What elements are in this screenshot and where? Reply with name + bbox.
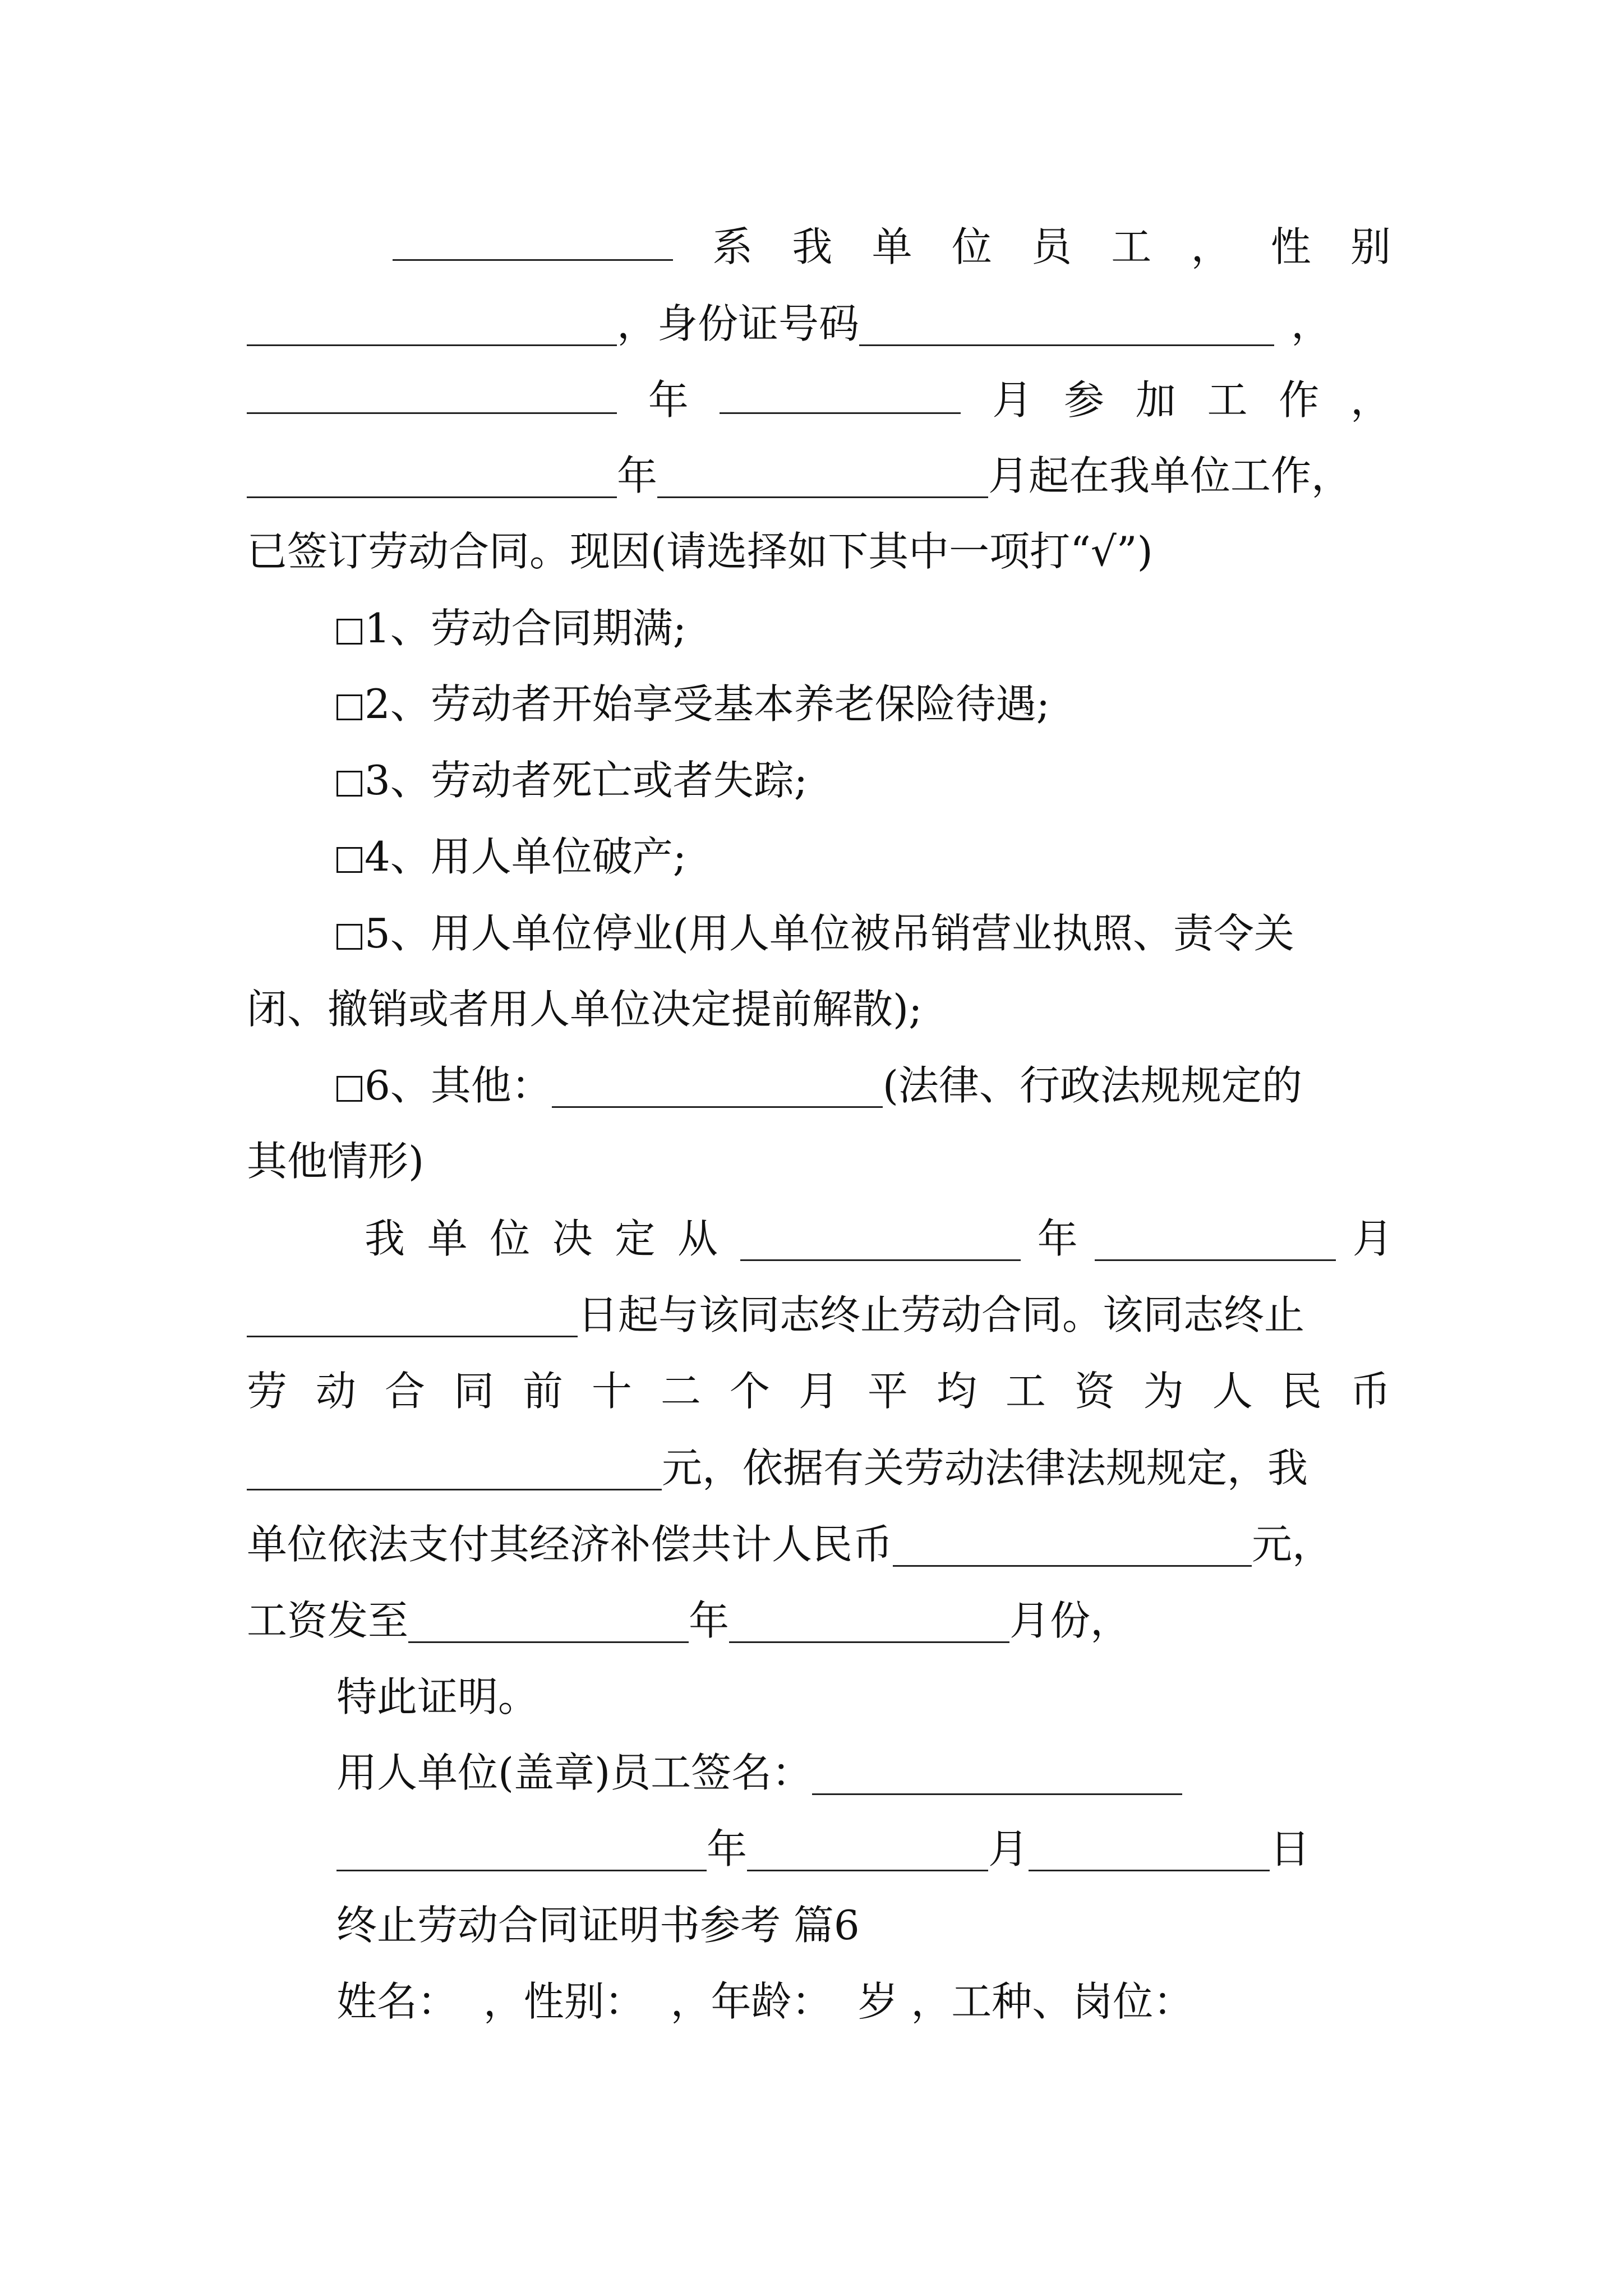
text: 已签订劳动合同。现因(请选择如下其中一项打“√”) <box>247 528 1153 575</box>
text: 员 <box>1031 223 1072 270</box>
compensation-blank[interactable] <box>893 1530 1252 1567</box>
work-start-month-blank[interactable] <box>720 378 961 414</box>
option-6-checkbox[interactable] <box>336 1076 362 1102</box>
option-6-note-cont: 其他情形) <box>247 1138 425 1185</box>
option-2-checkbox[interactable] <box>336 694 362 720</box>
text: 十 <box>591 1368 632 1415</box>
text: 劳 <box>247 1368 288 1415</box>
text: 月 <box>798 1368 839 1415</box>
option-6 <box>336 1063 1302 1108</box>
signature-blank[interactable] <box>812 1759 1182 1795</box>
option-4-label: 4、用人单位破产; <box>365 833 687 880</box>
text: 年 <box>689 1597 730 1644</box>
certify-line <box>336 1674 538 1719</box>
date-line <box>336 1826 1310 1871</box>
p2-line-2 <box>247 1292 1304 1337</box>
id-number-blank[interactable] <box>859 310 1274 346</box>
text: 作 <box>1279 376 1320 424</box>
text: 为 <box>1143 1368 1184 1415</box>
option-5-label: 5、用人单位停业(用人单位被吊销营业执照、责令关 <box>365 910 1294 957</box>
option-3-checkbox[interactable] <box>336 771 362 797</box>
option-6-label: 6、其他： <box>365 1062 552 1109</box>
join-month-blank[interactable] <box>657 462 988 498</box>
option-6-other-blank[interactable] <box>552 1071 883 1108</box>
option-2-label: 2、劳动者开始享受基本养老保险待遇; <box>365 680 1050 728</box>
p2-line-1 <box>365 1216 1393 1261</box>
text: 元， <box>1252 1521 1333 1568</box>
option-6-cont <box>247 1139 424 1184</box>
p2-line-6 <box>247 1598 1131 1643</box>
text: 合 <box>384 1368 425 1415</box>
end-year-blank[interactable] <box>740 1225 1021 1261</box>
fields-text: 姓名： ，性别： ，年龄： 岁 ，工种、岗位： <box>336 1978 1194 2025</box>
text: ， <box>1191 223 1232 270</box>
text: 年 <box>648 376 689 424</box>
p1-line-5 <box>247 529 1153 574</box>
p1-line-2 <box>247 301 1331 346</box>
gender-blank[interactable] <box>247 310 617 346</box>
text: 月起在我单位工作， <box>988 452 1352 499</box>
p1-line-3 <box>247 378 1391 422</box>
text: 性 <box>1270 223 1311 270</box>
option-5-label-cont: 闭、撤销或者用人单位决定提前解散); <box>247 986 923 1033</box>
text: 特此证明。 <box>336 1673 539 1720</box>
fields-line <box>336 1979 1193 2024</box>
section-heading <box>336 1903 860 1948</box>
text: 工 <box>1111 223 1152 270</box>
option-3 <box>336 758 808 803</box>
text: 别 <box>1350 223 1391 270</box>
text: 日起与该同志终止劳动合同。该同志终止 <box>578 1291 1305 1338</box>
text: 月 <box>988 1825 1029 1872</box>
option-5-checkbox[interactable] <box>336 924 362 950</box>
text: 均 <box>936 1368 977 1415</box>
option-4-checkbox[interactable] <box>336 847 362 873</box>
text: 月 <box>1352 1215 1393 1262</box>
avg-salary-blank[interactable] <box>247 1454 662 1490</box>
text: 月份， <box>1009 1597 1131 1644</box>
end-month-blank[interactable] <box>1095 1225 1336 1261</box>
text: 平 <box>867 1368 908 1415</box>
option-5 <box>336 911 1294 956</box>
text: 资 <box>1074 1368 1115 1415</box>
text: 人 <box>1212 1368 1253 1415</box>
name-blank[interactable] <box>393 224 673 261</box>
text: 单 <box>872 223 912 270</box>
text: 参 <box>1063 376 1104 424</box>
option-5-cont <box>247 987 922 1032</box>
p2-line-3 <box>247 1369 1391 1414</box>
option-1 <box>336 606 686 651</box>
text: 日 <box>1270 1825 1311 1872</box>
text: 系 <box>712 223 753 270</box>
text: 月 <box>992 376 1033 424</box>
section-title: 终止劳动合同证明书参考 篇6 <box>336 1902 860 1949</box>
text: 位 <box>951 223 992 270</box>
text: 加 <box>1135 376 1176 424</box>
text: 我 <box>792 223 833 270</box>
signature-line <box>336 1750 1182 1795</box>
text: 动 <box>315 1368 356 1415</box>
id-number-label: ，身份证号码 <box>617 300 860 347</box>
text: 民 <box>1281 1368 1322 1415</box>
text: 年 <box>707 1825 748 1872</box>
option-2 <box>336 682 1050 726</box>
text: 个 <box>729 1368 770 1415</box>
p2-line-5 <box>247 1522 1332 1567</box>
text: 同 <box>453 1368 494 1415</box>
join-year-blank[interactable] <box>247 462 617 498</box>
option-6-note: (法律、行政法规规定的 <box>882 1062 1302 1109</box>
work-start-year-blank[interactable] <box>247 378 617 414</box>
p1-line-4 <box>247 453 1352 498</box>
option-4 <box>336 834 686 879</box>
text: 工 <box>1207 376 1248 424</box>
text: 元，依据有关劳动法律法规规定，我 <box>662 1444 1308 1492</box>
text: ， <box>1291 300 1332 347</box>
text: 年 <box>1037 1215 1078 1262</box>
text: 前 <box>522 1368 563 1415</box>
text: 二 <box>660 1368 701 1415</box>
date-day-blank[interactable] <box>1029 1835 1270 1871</box>
salary-month-blank[interactable] <box>729 1607 1009 1643</box>
text: 币 <box>1350 1368 1391 1415</box>
option-3-label: 3、劳动者死亡或者失踪; <box>365 757 808 804</box>
text: ， <box>1350 376 1391 424</box>
p1-line-1 <box>393 224 1391 269</box>
text: 我单位决定从 <box>365 1215 740 1262</box>
option-1-label: 1、劳动合同期满; <box>365 605 687 652</box>
end-day-blank[interactable] <box>247 1301 578 1337</box>
text: 工 <box>1005 1368 1046 1415</box>
signature-label: 用人单位(盖章)员工签名： <box>336 1749 813 1796</box>
salary-year-blank[interactable] <box>408 1607 689 1643</box>
p2-line-4 <box>247 1446 1308 1490</box>
date-month-blank[interactable] <box>747 1835 988 1871</box>
text: 年 <box>617 452 658 499</box>
text: 工资发至 <box>247 1597 409 1644</box>
text: 单位依法支付其经济补偿共计人民币 <box>247 1521 893 1568</box>
date-year-blank[interactable] <box>336 1835 707 1871</box>
option-1-checkbox[interactable] <box>336 619 362 645</box>
